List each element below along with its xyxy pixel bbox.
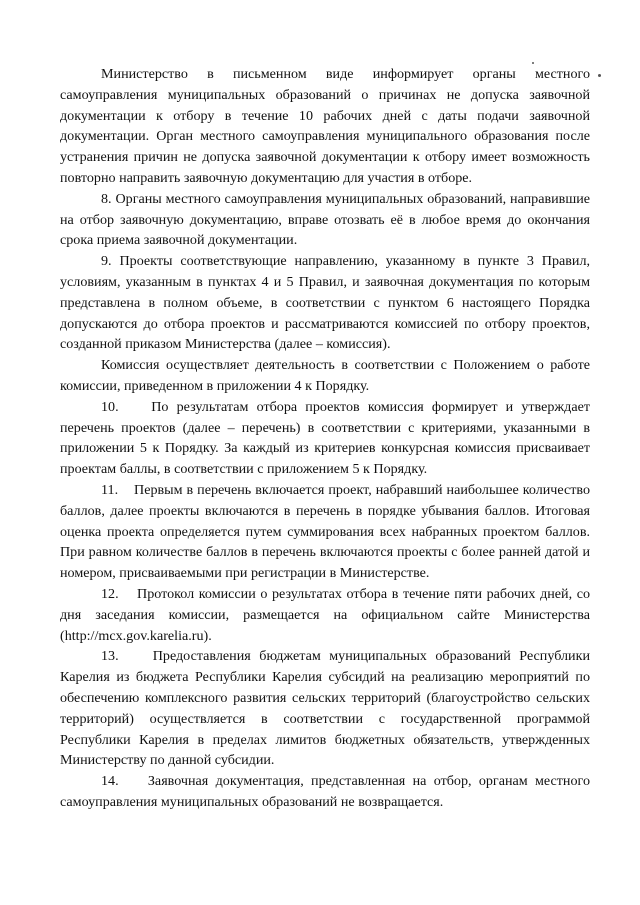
paragraph-9 [60, 251, 590, 355]
paragraph-number: 8. [101, 190, 112, 207]
paragraph-14 [60, 771, 590, 813]
paragraph-text: Комиссия осуществляет деятельность в соответствии с Положением о работе комиссии, приведенном в приложении 4 к Порядку. [60, 357, 590, 394]
paragraph-12 [60, 584, 590, 646]
paragraph-number: 12. [101, 585, 119, 602]
paragraph-number: 9. [101, 253, 112, 270]
scan-speck [598, 74, 601, 77]
paragraph-text: Органы местного самоуправления муниципальных образований, направившие на отбор заявочную документацию, вправе отозвать её в любое время до окончания срока приема заявочной документации. [60, 190, 590, 249]
paragraph-13 [60, 646, 590, 771]
paragraph-text: Протокол комиссии о результатах отбора в течение пяти рабочих дней, со дня заседания комиссии, размещается на официальном сайте Министерства (http://mcx.gov.karelia.ru). [60, 585, 591, 644]
paragraph-8 [60, 189, 590, 251]
paragraph-number: 13. [101, 648, 119, 665]
paragraph-commission [60, 355, 590, 397]
paragraph-text: Министерство в письменном виде информирует органы местного самоуправления муниципальных образований о причинах не допуска заявочной документации к отбору в течение 10 рабочих дней с даты подачи заявочной документации. Орган местного самоуправления муниципального образования после устранения причин не допуска заявочной документации к отбору имеет возможность повторно направить заявочную документацию для участия в отборе. [60, 66, 590, 186]
paragraph-text: Заявочная документация, представленная на отбор, органам местного самоуправления муниципальных образований не возвращается. [60, 773, 590, 810]
paragraph-text: Предоставления бюджетам муниципальных образований Республики Карелия из бюджета Республики Карелия субсидий на реализацию мероприятий по обеспечению комплексного развития сельских территорий (благоустройство сельских территорий) осуществляется в соответствии с государственной программой Республики Карелия в пределах лимитов бюджетных обязательств, утвержденных Министерству по данной субсидии. [60, 648, 590, 769]
paragraph-number: 14. [101, 773, 119, 790]
paragraph-10 [60, 397, 590, 480]
paragraph-text: По результатам отбора проектов комиссия формирует и утверждает перечень проектов (далее – перечень) в соответствии с критериями, указанными в приложении 5 к Порядку. За каждый из критериев конкурсная комиссия присваивает проектам баллы, в соответствии с приложением 5 к Порядку. [60, 398, 590, 478]
document-page [60, 64, 590, 813]
paragraph-11 [60, 480, 590, 584]
paragraph-number: 10. [101, 398, 119, 415]
paragraph-number: 11. [101, 481, 119, 498]
paragraph-text: Проекты соответствующие направлению, указанному в пункте 3 Правил, условиям, указанным в пунктах 4 и 5 Правил, и заявочная документация по которым представлена в полном объеме, в соответствии с пунктом 6 настоящего Порядка допускаются до отбора проектов и рассматриваются комиссией по отбору проектов, созданной приказом Министерства (далее – комиссия). [60, 253, 591, 353]
paragraph-rejection-notice [60, 64, 590, 189]
paragraph-text: Первым в перечень включается проект, набравший наибольшее количество баллов, далее проекты включаются в перечень в порядке убывания баллов. Итоговая оценка проекта определяется путем суммирования всех набранных проектом баллов. При равном количестве баллов в перечень включаются проекты с более ранней датой и номером, присваиваемыми при регистрации в Министерстве. [60, 481, 591, 582]
